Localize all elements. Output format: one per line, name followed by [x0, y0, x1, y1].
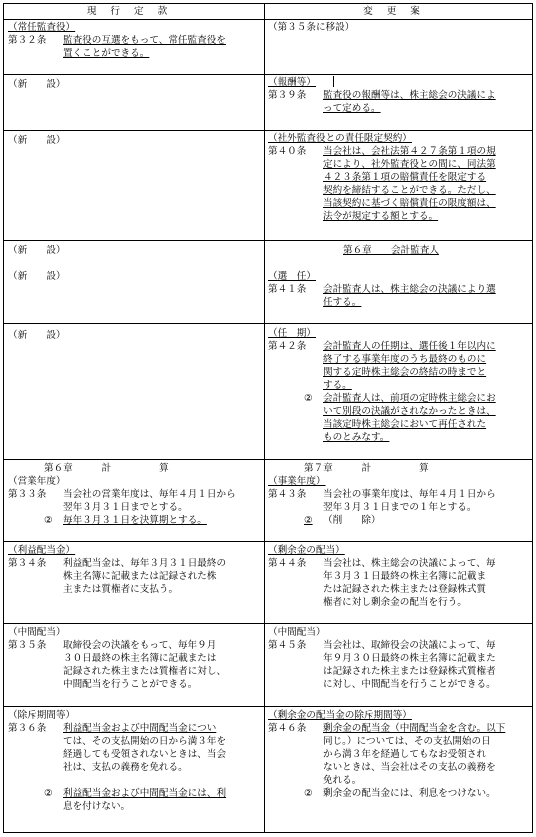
article-line: 利益配当金および中間配当金につい — [63, 723, 217, 734]
row-separator — [4, 240, 532, 241]
article-line: 当会社は、株主総会の決議によって、毎 — [323, 558, 496, 569]
article-number: 第４３条 — [268, 489, 307, 500]
row-4-current — [8, 329, 260, 342]
paragraph-number: ② — [44, 788, 53, 799]
text-cursor — [329, 76, 334, 90]
row-separator — [4, 541, 532, 542]
row-1-proposed — [268, 76, 530, 115]
caption: （剰余金の配当） — [268, 545, 345, 556]
article-number: 第３２条 — [8, 35, 47, 46]
row-6-proposed — [268, 544, 530, 609]
new-provision-note: （新 設） — [8, 135, 66, 146]
caption: （報酬等） — [268, 77, 316, 88]
caption: （事業年度） — [268, 476, 326, 487]
article-line: 当該契約に基づく賠償責任の限度額は、 — [323, 198, 496, 209]
caption: （営業年度） — [8, 476, 66, 487]
article-line: に対し、中間配当を行うことができる。 — [323, 679, 496, 690]
new-provision-note: （新 設） — [8, 245, 66, 256]
row-separator — [4, 623, 532, 624]
row-2-proposed — [268, 132, 530, 223]
new-provision-note: （新 設） — [8, 271, 66, 282]
article-line: 同じ。）については、その支払開始の日 — [323, 736, 491, 747]
article-line: 会計監査人は、株主総会の決議により選 — [323, 284, 496, 295]
row-0-proposed — [268, 21, 530, 34]
article-line: 当会社の事業年度は、毎年４月１日から — [323, 489, 496, 500]
article-number: 第４４条 — [268, 558, 307, 569]
row-8-current — [8, 709, 260, 813]
article-line: って定める。 — [323, 103, 381, 114]
article-line: 定により、社外監査役との間に、同法第 — [323, 159, 496, 170]
article-line: 株主名簿に記載または記録された株 — [63, 571, 217, 582]
chapter-heading: 第７章 計 算 — [304, 463, 429, 474]
row-6-current — [8, 544, 260, 596]
article-line: 関する定時株主総会の終結の時までと — [323, 367, 487, 378]
header-proposed-changes: 変更案 — [363, 6, 434, 17]
article-line: 権者に対し剰余金の配当を行う。 — [323, 597, 467, 608]
caption: （常任監査役） — [8, 22, 76, 33]
article-line: 会計監査人の任期は、選任後１年以内に — [323, 341, 496, 352]
article-line: 経過しても受領されないときは、当会 — [63, 749, 227, 760]
paragraph-line: ものとみなす。 — [323, 432, 390, 443]
paragraph-number: ② — [304, 515, 313, 526]
caption: （剰余金の配当金の除斥期間等） — [268, 710, 412, 721]
row-5-proposed — [268, 462, 530, 527]
article-number: 第３３条 — [8, 489, 47, 500]
row-3-proposed — [268, 244, 530, 309]
caption: （選 任） — [268, 271, 316, 282]
row-5-current — [8, 462, 260, 527]
article-line: 当会社の営業年度は、毎年４月１日から — [63, 489, 236, 500]
row-8-proposed — [268, 709, 530, 800]
article-line: から満３年を経過してもなお受領され — [323, 749, 487, 760]
article-line: 法令が規定する額とする。 — [323, 211, 439, 222]
row-separator — [4, 323, 532, 324]
row-7-current — [8, 626, 260, 691]
article-line: は記録された株主または登録株式質権者 — [323, 666, 496, 677]
article-line: たは記録された株主または登録株式質 — [323, 584, 487, 595]
article-line: 任する。 — [323, 297, 362, 308]
paragraph-line: 会計監査人は、前項の定時株主総会にお — [323, 393, 496, 404]
row-1-current — [8, 78, 260, 91]
row-separator — [4, 459, 532, 460]
article-line: する。 — [323, 380, 352, 391]
caption: （中間配当） — [268, 627, 326, 638]
article-line: 剰余金の配当金（中間配当金を含む。以下 — [323, 723, 506, 734]
article-line: 監査役の報酬等は、株主総会の決議によ — [323, 90, 496, 101]
row-separator — [4, 130, 532, 131]
paragraph-line: 息を付けない。 — [63, 801, 131, 812]
article-line: 年９月３０日最終の株主名簿に記載また — [323, 653, 496, 664]
header-current-articles: 現行定款 — [86, 6, 182, 17]
article-number: 第３９条 — [268, 90, 307, 101]
paragraph-number: ② — [44, 515, 53, 526]
article-line: 翌年３月３１日までの１年とする。 — [323, 502, 477, 513]
article-line: 主または質権者に支払う。 — [63, 584, 179, 595]
article-line: 契約を締結することができる。ただし、 — [323, 185, 496, 196]
article-line: 当会社は、会社法第４２７条第１項の規 — [323, 146, 496, 157]
relocation-note: （第３５条に移設） — [268, 22, 355, 33]
row-separator — [4, 706, 532, 707]
article-number: 第４１条 — [268, 284, 307, 295]
caption: （社外監査役との責任限定契約） — [268, 133, 412, 144]
caption: （除斥期間等） — [8, 710, 76, 721]
paragraph-number: ② — [304, 788, 313, 799]
amendment-comparison-table — [3, 3, 533, 833]
article-number: 第４２条 — [268, 341, 307, 352]
row-0-current — [8, 21, 260, 60]
row-separator — [4, 19, 532, 20]
article-number: 第３５条 — [8, 640, 47, 651]
paragraph-line: 剰余金の配当金には、利息をつけない。 — [323, 788, 496, 799]
article-line: 年３月３１日最終の株主名簿に記載ま — [323, 571, 487, 582]
new-provision-note: （新 設） — [8, 330, 66, 341]
article-number: 第３４条 — [8, 558, 47, 569]
article-line: 翌年３月３１日までとする。 — [63, 502, 188, 513]
chapter-heading: 第６章 会計監査人 — [343, 245, 439, 256]
article-line: ては、その支払開始の日から満３年を — [63, 736, 227, 747]
caption: （任 期） — [268, 328, 316, 339]
article-line: ないときは、当会社はその支払の義務を — [323, 762, 496, 773]
row-4-proposed — [268, 327, 530, 444]
caption: （利益配当金） — [8, 545, 76, 556]
caption: （中間配当） — [8, 627, 66, 638]
article-line: 終了する事業年度のうち最終のものに — [323, 354, 487, 365]
paragraph-line: 利益配当金および中間配当金には、利 — [63, 788, 227, 799]
row-7-proposed — [268, 626, 530, 691]
article-line: 記録された株主または質権者に対し、 — [63, 666, 227, 677]
paragraph-number: ② — [304, 393, 313, 404]
row-2-current — [8, 134, 260, 147]
chapter-heading: 第６章 計 算 — [44, 463, 169, 474]
paragraph-line: いて別段の決議がされなかったときは、 — [323, 406, 496, 417]
article-line: 免れる。 — [323, 775, 362, 786]
article-line: ４２３条第１項の賠償責任を限定する — [323, 172, 487, 183]
row-3-current — [8, 244, 260, 283]
article-line: 監査役の互選をもって、常任監査役を — [63, 35, 226, 46]
paragraph-line: 毎年３月３１日を決算期とする。 — [63, 515, 207, 526]
article-line: 社は、支払の義務を免れる。 — [63, 762, 188, 773]
article-line: ３０日最終の株主名簿に記載または — [63, 653, 217, 664]
article-line: 置くことができる。 — [63, 48, 150, 59]
article-line: 取締役会の決議をもって、毎年９月 — [63, 640, 217, 651]
column-divider — [264, 4, 265, 832]
article-line: 当会社は、取締役会の決議によって、毎 — [323, 640, 496, 651]
article-number: 第４５条 — [268, 640, 307, 651]
row-separator — [4, 74, 532, 75]
article-number: 第４０条 — [268, 146, 307, 157]
article-line: 利益配当金は、毎年３月３１日最終の — [63, 558, 227, 569]
paragraph-line: （削 除） — [323, 515, 381, 526]
article-number: 第３６条 — [8, 723, 47, 734]
article-number: 第４６条 — [268, 723, 307, 734]
article-line: 中間配当を行うことができる。 — [63, 679, 198, 690]
paragraph-line: 当該定時株主総会において再任された — [323, 419, 487, 430]
new-provision-note: （新 設） — [8, 79, 66, 90]
